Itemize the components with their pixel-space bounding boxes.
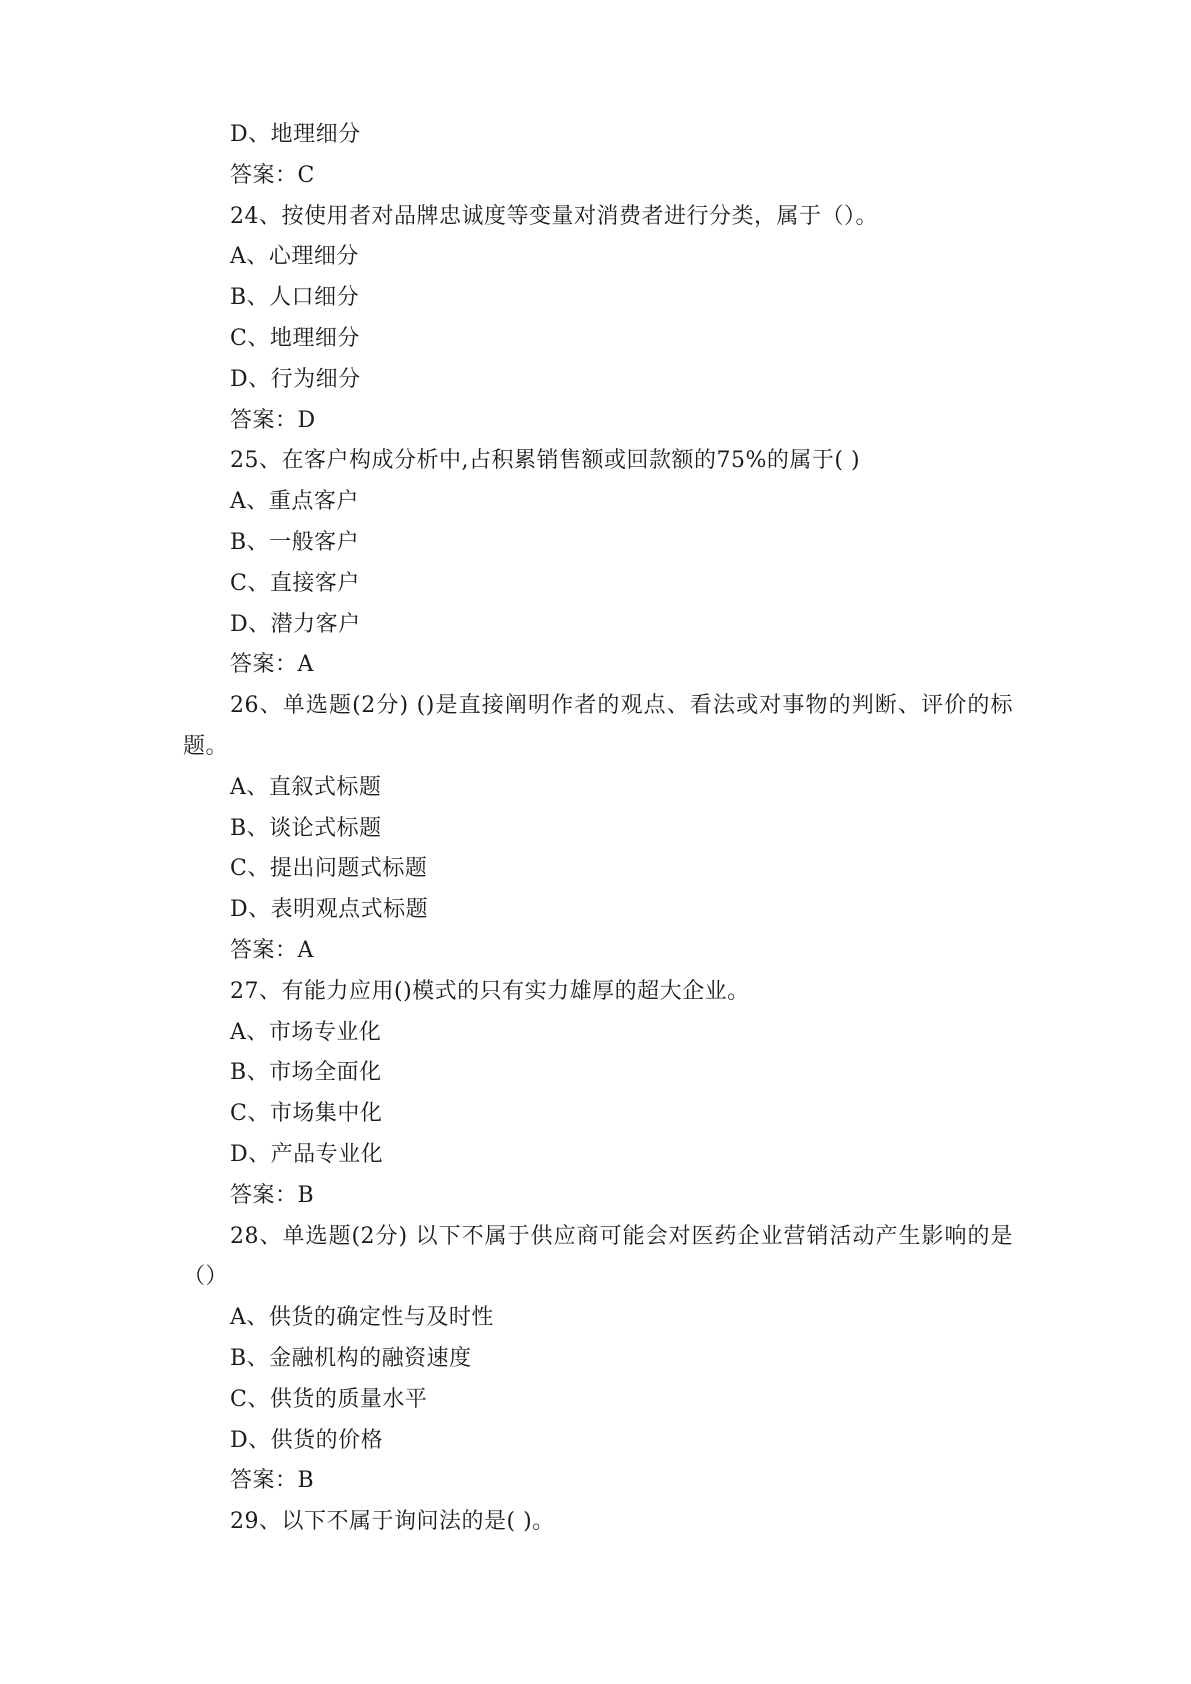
option-line: D、供货的价格	[230, 1427, 384, 1453]
answer-line: 答案：B	[230, 1468, 315, 1494]
option-line: C、地理细分	[230, 325, 360, 351]
option-line: A、重点客户	[230, 489, 359, 515]
option-line: C、直接客户	[230, 570, 360, 596]
answer-line: 答案：D	[230, 407, 316, 433]
answer-line: 答案：A	[230, 937, 314, 963]
option-line: A、供货的确定性与及时性	[230, 1305, 494, 1331]
answer-line: 答案：C	[230, 162, 315, 188]
option-line: B、人口细分	[230, 285, 360, 311]
option-line: C、提出问题式标题	[230, 856, 428, 882]
answer-line: 答案：A	[230, 652, 314, 678]
question-line: 29、以下不属于询问法的是( )。	[230, 1509, 555, 1535]
option-line: B、谈论式标题	[230, 815, 382, 841]
answer-line: 答案：B	[230, 1182, 315, 1208]
option-line: D、产品专业化	[230, 1141, 384, 1167]
question-line: 25、在客户构成分析中,占积累销售额或回款额的75%的属于( )	[230, 448, 861, 474]
option-line: A、市场专业化	[230, 1019, 382, 1045]
option-line: D、表明观点式标题	[230, 897, 429, 923]
question-paragraph: 28、单选题(2分) 以下不属于供应商可能会对医药企业营销活动产生影响的是（）	[183, 1223, 1013, 1290]
option-line: B、市场全面化	[230, 1060, 382, 1086]
option-line: A、直叙式标题	[230, 774, 382, 800]
option-line: B、一般客户	[230, 529, 360, 555]
option-line: C、市场集中化	[230, 1101, 383, 1127]
question-paragraph: 26、单选题(2分) ()是直接阐明作者的观点、看法或对事物的判断、评价的标题。	[183, 693, 1013, 759]
option-line: A、心理细分	[230, 244, 359, 270]
option-line: D、潜力客户	[230, 611, 361, 637]
option-line: C、供货的质量水平	[230, 1386, 428, 1412]
option-line: D、地理细分	[230, 122, 361, 147]
exam-content	[183, 115, 1013, 1543]
option-line: D、行为细分	[230, 366, 361, 392]
option-line: B、金融机构的融资速度	[230, 1345, 472, 1371]
question-line: 27、有能力应用()模式的只有实力雄厚的超大企业。	[230, 978, 750, 1004]
question-line: 24、按使用者对品牌忠诚度等变量对消费者进行分类，属于（）。	[230, 203, 878, 229]
